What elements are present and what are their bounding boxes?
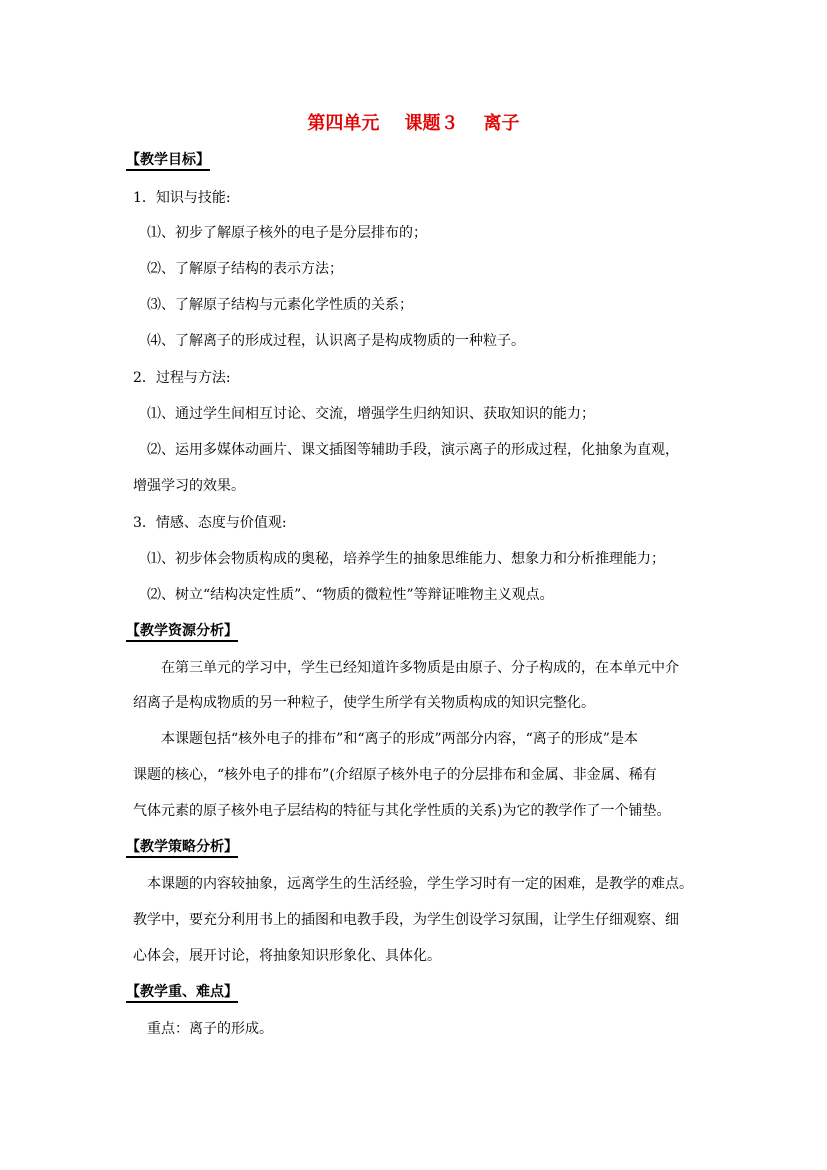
- section-heading-strategy-analysis: 【教学策略分析】: [126, 837, 238, 857]
- section-heading-key-difficult-points: 【教学重、难点】: [126, 982, 238, 1002]
- paragraph-line: 绍离子是构成物质的另一种粒子，使学生所学有关物质构成的知识完整化。: [133, 695, 595, 711]
- objective-point: ⑵、树立“结构决定性质”、“物质的微粒性”等辩证唯物主义观点。: [147, 587, 554, 603]
- paragraph-line: 本课题的内容较抽象，远离学生的生活经验，学生学习时有一定的困难，是教学的难点。: [147, 876, 693, 892]
- paragraph-line: 在第三单元的学习中，学生已经知道许多物质是由原子、分子构成的，在本单元中介: [161, 660, 679, 676]
- objective-process-label: 2．过程与方法:: [133, 370, 231, 386]
- paragraph-line: 气体元素的原子核外电子层结构的特征与其化学性质的关系)为它的教学作了一个铺垫。: [133, 803, 671, 819]
- page-title: 第四单元 课题３ 离子: [307, 113, 520, 134]
- paragraph-line: 教学中，要充分利用书上的插图和电教手段，为学生创设学习氛围，让学生仔细观察、细: [133, 912, 679, 928]
- objective-point: ⑴、初步体会物质构成的奥秘，培养学生的抽象思维能力、想象力和分析推理能力；: [147, 551, 665, 567]
- objective-point: ⑶、了解原子结构与元素化学性质的关系；: [147, 297, 413, 313]
- key-point-text: 重点：离子的形成。: [147, 1021, 273, 1037]
- section-heading-teaching-objectives: 【教学目标】: [126, 150, 210, 170]
- objective-point: ⑴、初步了解原子核外的电子是分层排布的；: [147, 225, 427, 241]
- objective-point: ⑷、了解离子的形成过程，认识离子是构成物质的一种粒子。: [147, 333, 525, 349]
- objective-knowledge-label: 1．知识与技能:: [133, 190, 231, 206]
- objective-point: ⑵、了解原子结构的表示方法；: [147, 261, 343, 277]
- paragraph-line: 本课题包括“核外电子的排布”和“离子的形成”两部分内容，“离子的形成”是本: [161, 731, 638, 747]
- section-heading-resource-analysis: 【教学资源分析】: [126, 621, 238, 641]
- paragraph-line: 心体会，展开讨论，将抽象知识形象化、具体化。: [133, 948, 441, 964]
- objective-attitude-label: 3．情感、态度与价值观:: [133, 515, 287, 531]
- objective-point: ⑴、通过学生间相互讨论、交流，增强学生归纳知识、获取知识的能力；: [147, 406, 595, 422]
- paragraph-line: 课题的核心，“核外电子的排布”(介绍原子核外电子的分层排布和金属、非金属、稀有: [133, 767, 657, 783]
- objective-point: ⑵、运用多媒体动画片、课文插图等辅助手段，演示离子的形成过程，化抽象为直观，: [147, 442, 679, 458]
- objective-point-continuation: 增强学习的效果。: [133, 478, 245, 494]
